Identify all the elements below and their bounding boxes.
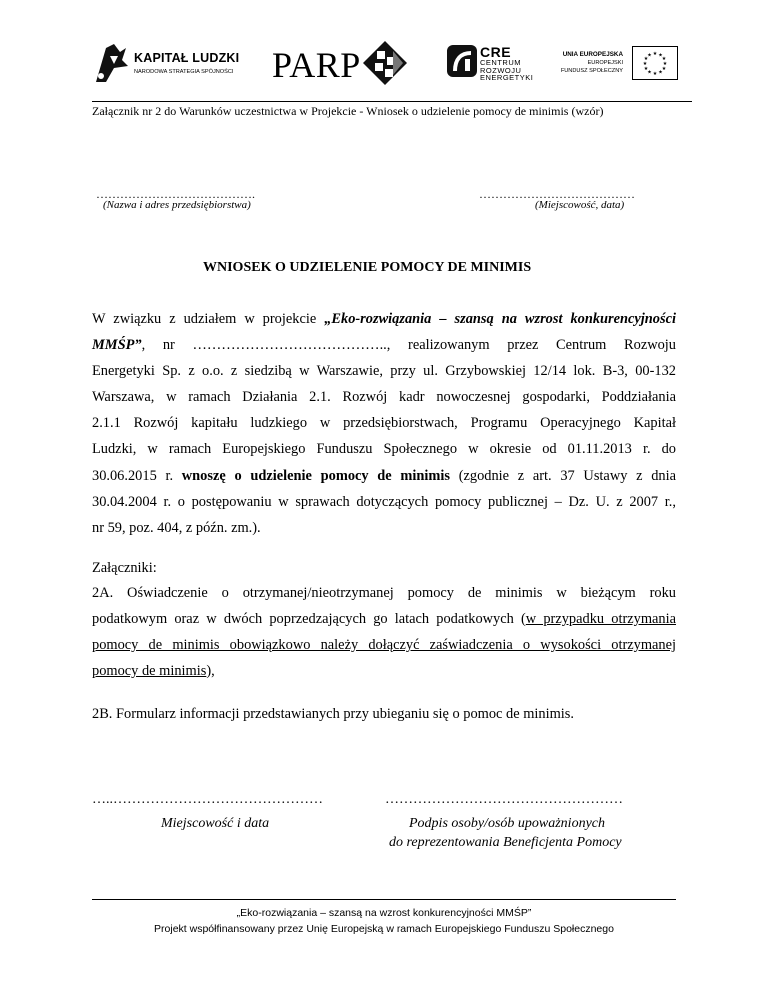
svg-text:★: ★ <box>661 56 667 62</box>
paragraph-line: Energetyki Sp. z o.o. z siedzibą w Warszawie, przy ul. Grzybowskiej 12/14 lok. B-3, 00-132 <box>92 363 676 380</box>
cre-line-2: ROZWOJU <box>480 65 522 75</box>
signature-label-line-1: Podpis osoby/osób upoważnionych <box>409 816 605 831</box>
text-span: 30.06.2015 r. <box>92 467 182 484</box>
kapital-ludzki-title: KAPITAŁ LUDZKI <box>134 51 240 65</box>
attachment-line: 2A. Oświadczenie o otrzymanej/nieotrzymanej pomocy de minimis w bieżącym roku <box>92 585 676 601</box>
attachment-2b: 2B. Formularz informacji przedstawianych przy ubieganiu się o pomoc de minimis. <box>92 706 574 722</box>
annex-note: Załącznik nr 2 do Warunków uczestnictwa w Projekcie - Wniosek o udzielenie pomocy de minimis (wzór) <box>92 104 604 118</box>
eu-stars-icon <box>633 47 677 79</box>
paragraph-line: 30.04.2004 r. o postępowaniu w sprawach dotyczących pomocy publicznej – Dz. U. z 2007 r., <box>92 493 676 510</box>
project-name: „Eko-rozwiązania – szansą na wzrost konkurencyjności <box>324 311 676 327</box>
paragraph-line <box>92 463 676 489</box>
cre-emblem-icon <box>447 45 477 82</box>
eu-flag-icon <box>632 46 678 80</box>
ue-line-3: FUNDUSZ SPOŁECZNY <box>560 68 623 74</box>
paragraph-line: 2.1.1 Rozwój kapitału ludzkiego w przedsiębiorstwach, Programu Operacyjnego Kapitał <box>92 415 676 432</box>
footer-cofinancing-note: Projekt współfinansowany przez Unię Europejską w ramach Europejskiego Funduszu Społecznego <box>154 923 614 935</box>
cre-line-1: CENTRUM <box>480 58 521 67</box>
ue-logo-text <box>551 51 623 75</box>
paragraph-line: Ludzki, w ramach Europejskiego Funduszu Społecznego w okresie od 01.11.2013 r. do <box>92 441 676 458</box>
cre-title: CRE <box>480 44 512 60</box>
kapital-ludzki-subtitle: NARODOWA STRATEGIA SPÓJNOŚCI <box>134 69 234 75</box>
underlined-text: pomocy de minimis <box>92 663 207 679</box>
ue-line-2: EUROPEJSKI <box>587 60 623 66</box>
kapital-ludzki-logo <box>92 42 252 87</box>
signature-place-date-field[interactable]: …..……………………………………… <box>92 792 323 807</box>
place-date-field[interactable]: ………………………………… <box>479 187 635 201</box>
paragraph-line: Warszawa, w ramach Działania 2.1. Rozwój kadr nowoczesnej gospodarki, Poddziałania <box>92 389 676 406</box>
main-paragraph <box>92 306 676 541</box>
svg-text:★: ★ <box>658 69 663 76</box>
document-title: WNIOSEK O UDZIELENIE POMOCY DE MINIMIS <box>203 260 532 275</box>
text-span: , nr ………………………………….., realizowanym przez Centrum Rozwoju <box>141 337 676 354</box>
signature-field[interactable]: …………………………………………… <box>385 792 623 807</box>
company-name-field[interactable]: …………………………………. <box>96 187 255 201</box>
paragraph-line <box>92 332 676 358</box>
request-statement: wnoszę o udzielenie pomocy de minimis <box>181 467 450 484</box>
parp-logo-text: PARP <box>272 45 361 85</box>
place-date-label: (Miejscowość, data) <box>535 199 625 211</box>
footer-rule <box>92 899 676 900</box>
svg-text:★: ★ <box>662 61 668 67</box>
text-span: W związku z udziałem w projekcie <box>92 311 325 327</box>
cre-logo-text <box>480 45 533 82</box>
paragraph-line: nr 59, poz. 404, z późn. zm.). <box>92 519 261 536</box>
svg-text:★: ★ <box>643 66 649 72</box>
footer-project-name: „Eko-rozwiązania – szansą na wzrost konkurencyjności MMŚP” <box>236 907 532 919</box>
text-span: podatkowym oraz w dwóch poprzedzających go latach podatkowych ( <box>92 611 526 627</box>
underlined-text: w przypadku otrzymania <box>525 611 677 627</box>
company-name-label: (Nazwa i adres przedsiębiorstwa) <box>103 199 251 211</box>
svg-text:★: ★ <box>652 51 658 57</box>
ue-title: UNIA EUROPEJSKA <box>562 51 623 58</box>
svg-text:★: ★ <box>661 66 667 72</box>
svg-text:★: ★ <box>643 56 649 62</box>
svg-text:★: ★ <box>647 52 652 59</box>
cre-line-3: ENERGETYKI <box>480 73 534 83</box>
attachment-line <box>92 658 676 684</box>
attachment-line: pomocy de minimis obowiązkowo należy dołączyć zaświadczenia o wysokości otrzymanej <box>92 637 676 653</box>
svg-text:★: ★ <box>658 52 663 59</box>
text-span: ), <box>206 663 215 679</box>
text-span: (zgodnie z art. 37 Ustawy z dnia <box>449 467 676 484</box>
kapital-ludzki-emblem-icon <box>92 42 130 86</box>
signature-place-date-label: Miejscowość i data <box>161 816 270 831</box>
attachment-2a <box>92 580 676 684</box>
paragraph-line <box>92 306 676 332</box>
svg-text:★: ★ <box>652 71 658 77</box>
attachments-heading: Załączniki: <box>92 560 157 576</box>
svg-text:★: ★ <box>647 69 652 76</box>
project-name-end: MMŚP” <box>92 337 142 354</box>
signature-label-line-2: do reprezentowania Beneficjenta Pomocy <box>389 835 622 850</box>
svg-text:★: ★ <box>642 61 648 67</box>
header-rule <box>92 101 692 102</box>
attachment-line <box>92 606 676 632</box>
parp-emblem-icon <box>363 41 407 90</box>
